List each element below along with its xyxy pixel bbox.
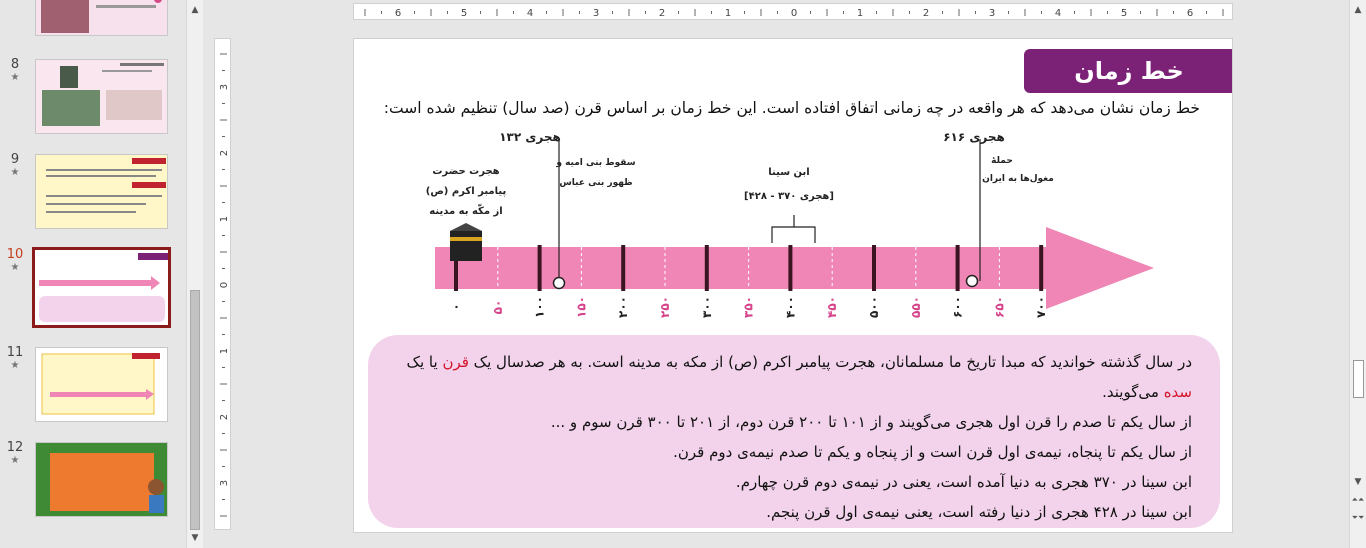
ruler-label: 2 — [219, 149, 230, 157]
next-slide-icon[interactable]: ⏷⏷ — [1351, 513, 1365, 522]
timeline-tick-label: ۷۰۰ — [1034, 296, 1049, 318]
thumbnail-content — [36, 60, 168, 134]
slide-thumbnail-current[interactable] — [32, 247, 171, 328]
transition-star-icon: ★ — [10, 360, 20, 371]
timeline-tick-label: ۶۰۰ — [950, 296, 965, 318]
scrollbar-thumb[interactable] — [190, 290, 200, 530]
ruler-label: 1 — [219, 347, 230, 355]
thumbnail-content — [36, 0, 168, 36]
timeline-tick-label: ۲۰۰ — [616, 296, 631, 318]
timeline-tick-label: ۲۵۰ — [658, 296, 672, 318]
slide-thumbnail[interactable] — [35, 59, 168, 134]
timeline-tick-label: ۳۰۰ — [699, 296, 714, 318]
timeline-arrow-head — [1046, 227, 1154, 309]
event-132-marker — [554, 278, 565, 289]
text-fragment: در سال گذشته خواندید که مبدا تاریخ ما مسلمانان، هجرت پیامبر اکرم (ص) از مکه به مدینه است. به هر صدسال یک — [468, 353, 1192, 371]
timeline-tick-label: ۳۵۰ — [741, 296, 756, 318]
slide-thumbnail[interactable] — [35, 347, 168, 422]
slide-thumbnail-panel — [0, 0, 186, 548]
ruler-label: 5 — [1120, 8, 1128, 19]
slide-number: 10 — [6, 247, 24, 262]
timeline-tick-label: ۴۵۰ — [825, 296, 840, 318]
thumbnail-content — [36, 348, 168, 422]
horizontal-ruler — [353, 3, 1233, 20]
slide-number: 12 — [6, 440, 24, 455]
scroll-up-arrow-icon[interactable]: ▲ — [1354, 5, 1362, 15]
thumbnail-content — [36, 155, 168, 229]
ruler-label: 3 — [219, 479, 230, 487]
ruler-label: 5 — [460, 8, 468, 19]
event-ibnsina-range: [۴۲۸ - ۳۷۰ هجری] — [744, 191, 834, 202]
slide-canvas[interactable] — [353, 38, 1233, 533]
explanation-line-4: ابن سینا در ۳۷۰ هجری به دنیا آمده است، یعنی در نیمه‌ی دوم قرن چهارم. — [735, 473, 1192, 491]
event-hijrat-line2: پیامبر اکرم (ص) — [425, 186, 507, 197]
slide-scrollbar[interactable] — [1349, 0, 1366, 548]
ruler-label: 4 — [1054, 8, 1062, 19]
ruler-label: 6 — [394, 8, 402, 19]
event-616-marker — [967, 276, 978, 287]
slide-thumbnail[interactable] — [35, 0, 168, 36]
event-616-line1: حملهٔ — [991, 156, 1013, 166]
event-132-line1: سقوط بنی امیه و — [556, 158, 636, 168]
timeline-tick-label: ۰ — [449, 303, 463, 311]
scroll-down-arrow-icon[interactable]: ▼ — [191, 533, 199, 543]
ruler-label: 2 — [922, 8, 930, 19]
explanation-line-2: از سال یکم تا صدم را قرن اول هجری می‌گویند و از ۱۰۱ تا ۲۰۰ قرن دوم، از ۲۰۱ تا ۳۰۰ قرن سوم و ... — [550, 413, 1192, 431]
timeline-tick-label: ۱۰۰ — [532, 296, 547, 318]
vertical-ruler — [214, 38, 231, 530]
explanation-box[interactable] — [368, 335, 1220, 528]
slide-thumbnail[interactable] — [35, 442, 168, 517]
timeline-tick-label: ۴۰۰ — [783, 296, 798, 318]
intro-text[interactable]: خط زمان نشان می‌دهد که هر واقعه در چه زمانی اتفاق افتاده است. این خط زمان بر اساس قرن (صد سال) تنظیم شده است: — [383, 99, 1200, 117]
ruler-label: 4 — [526, 8, 534, 19]
event-132-line2: ظهور بنی عباس — [559, 178, 633, 188]
scroll-down-arrow-icon[interactable]: ▼ — [1354, 477, 1362, 487]
highlight-qarn: قرن — [442, 353, 469, 371]
slide-thumbnail[interactable] — [35, 154, 168, 229]
ruler-ticks — [215, 39, 232, 531]
event-ibnsina-title: ابن سینا — [768, 167, 810, 178]
explanation-line-3: از سال یکم تا پنجاه، نیمه‌ی اول قرن است و از پنجاه و یکم تا صدم نیمه‌ی دوم قرن. — [673, 443, 1192, 461]
ruler-label: 3 — [219, 83, 230, 91]
timeline-tick-label: ۵۰۰ — [867, 296, 881, 318]
previous-slide-icon[interactable]: ⏶⏶ — [1351, 495, 1365, 504]
ruler-label: 3 — [988, 8, 996, 19]
slide-number: 9 — [10, 152, 20, 167]
scroll-up-arrow-icon[interactable]: ▲ — [191, 5, 199, 15]
ruler-ticks — [354, 4, 1234, 21]
thumbnail-scrollbar[interactable] — [186, 0, 203, 548]
event-ibnsina-bracket — [772, 227, 815, 243]
timeline-tick-label: ۶۵۰ — [992, 296, 1007, 318]
transition-star-icon: ★ — [10, 262, 20, 273]
timeline-graphic[interactable] — [354, 127, 1233, 332]
event-hijrat-line1: هجرت حضرت — [432, 166, 500, 177]
ruler-label: 1 — [856, 8, 864, 19]
slide-number: 11 — [6, 345, 24, 360]
ruler-label: 0 — [219, 281, 230, 289]
timeline-tick-label: ۱۵۰ — [574, 296, 589, 318]
text-fragment: می‌گویند. — [1102, 383, 1164, 401]
thumbnail-content — [36, 443, 168, 517]
highlight-sadeh: سده — [1163, 383, 1192, 401]
event-hijrat-line3: از مکّه به مدینه — [429, 206, 503, 217]
ruler-label: 1 — [219, 215, 230, 223]
explanation-line-1 — [396, 347, 1192, 407]
event-616-line2: مغول‌ها به ایران — [982, 174, 1054, 184]
event-616-year: ۶۱۶ هجری — [943, 130, 1005, 144]
thumbnail-content — [35, 250, 168, 325]
text-fragment: یا یک — [406, 353, 443, 371]
timeline-arrow-body — [435, 247, 1055, 289]
timeline-tick-label: ۵۰ — [490, 299, 505, 315]
timeline-tick-label: ۵۵۰ — [908, 296, 923, 318]
transition-star-icon: ★ — [10, 455, 20, 466]
kaaba-icon — [450, 223, 482, 261]
scrollbar-thumb[interactable] — [1353, 360, 1364, 398]
ruler-label: 6 — [1186, 8, 1194, 19]
event-132-year: ۱۳۲ هجری — [499, 130, 561, 144]
ruler-label: 1 — [724, 8, 732, 19]
ruler-label: 0 — [790, 8, 798, 19]
ruler-label: 2 — [658, 8, 666, 19]
slide-title[interactable]: خط زمان — [1024, 49, 1233, 93]
transition-star-icon: ★ — [10, 72, 20, 83]
slide-number: 8 — [10, 57, 20, 72]
transition-star-icon: ★ — [10, 167, 20, 178]
ruler-label: 3 — [592, 8, 600, 19]
explanation-line-5: ابن سینا در ۴۲۸ هجری از دنیا رفته است، یعنی نیمه‌ی اول قرن پنجم. — [766, 503, 1192, 521]
ruler-label: 2 — [219, 413, 230, 421]
